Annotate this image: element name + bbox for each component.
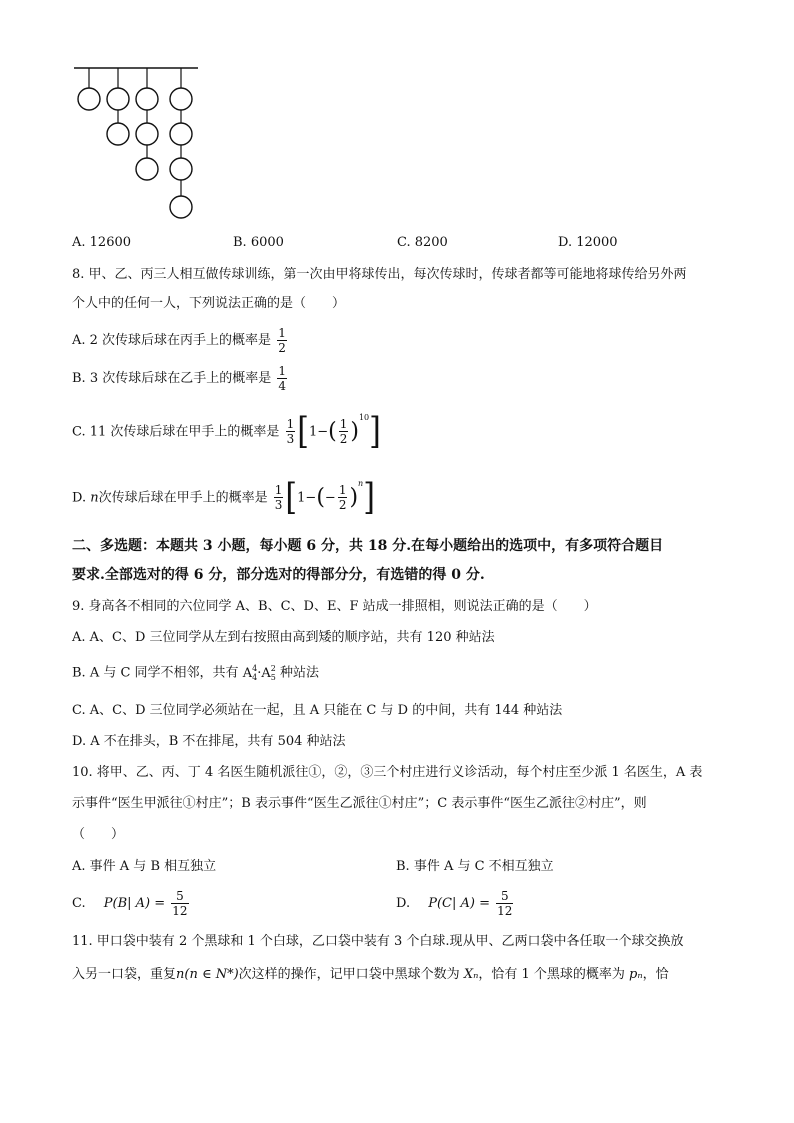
denominator: 2 xyxy=(338,498,347,513)
q8-option-d-prefix: D. xyxy=(72,490,87,506)
variable-n: n xyxy=(90,490,99,506)
q10-option-a: A. 事件 A 与 B 相互独立 xyxy=(72,859,217,874)
probability-expression: P(C| A) = xyxy=(428,896,490,911)
section-heading-line2: 要求.全部选对的得 6 分，部分选对的得部分分，有选错的得 0 分. xyxy=(72,567,485,583)
q10-stem-line3: （ ） xyxy=(72,827,125,842)
numerator: 1 xyxy=(338,483,347,498)
permutation xyxy=(261,666,275,681)
fraction xyxy=(277,326,287,355)
q10-stem-line1: 10. 将甲、乙、丙、丁 4 名医生随机派往①，②，③三个村庄进行义诊活动，每个村庄至少派 1 名医生，A 表 xyxy=(72,765,703,780)
q10-option-b: B. 事件 A 与 C 不相互独立 xyxy=(396,859,554,874)
q8-stem-line1: 8. 甲、乙、丙三人相互做传球训练，第一次由甲将球传出，每次传球时，传球者都等可能地将球传给另外两 xyxy=(72,267,687,282)
denominator: 2 xyxy=(278,341,286,355)
denominator: 3 xyxy=(274,498,283,513)
q7-options xyxy=(72,234,732,252)
numerator: 1 xyxy=(339,417,348,432)
negative-sign: − xyxy=(324,490,336,506)
q10-options-row2 xyxy=(72,886,732,922)
right-paren: ) xyxy=(350,418,359,444)
q8-option-b xyxy=(72,364,289,394)
q8-option-a-text: A. 2 次传球后球在丙手上的概率是 xyxy=(72,333,272,348)
numerator: 1 xyxy=(286,417,295,432)
ball xyxy=(107,88,129,110)
numerator: 5 xyxy=(496,889,513,904)
fraction xyxy=(171,889,188,918)
dot: · xyxy=(257,665,262,681)
perm-symbol: A xyxy=(242,665,253,681)
q8-option-b-text: B. 3 次传球后球在乙手上的概率是 xyxy=(72,371,272,386)
q9-option-b xyxy=(72,664,319,683)
q8-option-d xyxy=(72,474,375,518)
fraction xyxy=(286,417,296,446)
hanging-balls-figure xyxy=(70,60,210,225)
numerator: 5 xyxy=(171,889,188,904)
q8-option-a xyxy=(72,326,289,356)
fraction xyxy=(274,483,284,512)
one: 1 xyxy=(297,490,306,506)
denominator: 12 xyxy=(497,904,513,918)
q10-options-row1 xyxy=(72,858,732,876)
left-paren: ( xyxy=(316,484,325,510)
q9-option-b-prefix: B. A 与 C 同学不相邻，共有 xyxy=(72,665,239,681)
numerator: 1 xyxy=(278,364,287,378)
q10-option-c xyxy=(72,889,191,918)
q11-stem-line1: 11. 甲口袋中装有 2 个黑球和 1 个白球，乙口袋中装有 3 个白球.现从甲、乙两口袋中各任取一个球交换放 xyxy=(72,934,684,949)
ball xyxy=(107,123,129,145)
right-paren: ) xyxy=(349,484,359,510)
q8-option-c xyxy=(72,408,381,452)
perm-sup: 4 xyxy=(252,664,258,673)
q10-stem-line2: 示事件“医生甲派往①村庄”；B 表示事件“医生乙派往①村庄”；C 表示事件“医生乙派往②村庄”，则 xyxy=(72,796,647,811)
q9-option-b-suffix: 种站法 xyxy=(279,665,319,681)
right-bracket: ] xyxy=(363,476,375,519)
section-heading-line1: 二、多选题：本题共 3 小题，每小题 6 分，共 18 分.在每小题给出的选项中，有多项符合题目 xyxy=(72,538,664,554)
probability-var: pₙ xyxy=(629,967,643,982)
repeat-count: n(n ∈ N*) xyxy=(176,967,239,982)
ball xyxy=(136,88,158,110)
numerator: 1 xyxy=(274,483,283,498)
fraction xyxy=(496,889,513,918)
perm-symbol: A xyxy=(261,665,271,681)
ball xyxy=(170,123,192,145)
q7-option-d: D. 12000 xyxy=(558,235,618,250)
minus: − xyxy=(305,490,317,506)
left-bracket: [ xyxy=(297,410,309,453)
fraction xyxy=(277,364,287,393)
q9-option-a: A. A、C、D 三位同学从左到右按照由高到矮的顺序站，共有 120 种站法 xyxy=(72,630,495,645)
permutation xyxy=(243,666,257,681)
perm-sub: 5 xyxy=(270,673,276,682)
perm-sub: 4 xyxy=(252,673,258,682)
ball xyxy=(170,196,192,218)
q7-option-a: A. 12600 xyxy=(72,235,132,250)
q9-option-d: D. A 不在排头，B 不在排尾，共有 504 种站法 xyxy=(72,734,346,749)
denominator: 3 xyxy=(286,432,295,447)
random-variable: Xₙ xyxy=(463,967,479,982)
denominator: 12 xyxy=(172,904,188,918)
ball xyxy=(136,158,158,180)
q7-option-b: B. 6000 xyxy=(233,235,284,250)
q8-option-c-text: C. 11 次传球后球在甲手上的概率是 xyxy=(72,424,280,440)
q11-text-c: ，恰有 1 个黑球的概率为 xyxy=(478,967,625,982)
right-bracket: ] xyxy=(369,410,381,453)
ball xyxy=(170,158,192,180)
q10-option-d xyxy=(396,886,515,922)
numerator: 1 xyxy=(278,326,286,340)
q9-option-c: C. A、C、D 三位同学必须站在一起，且 A 只能在 C 与 D 的中间，共有 144 种站法 xyxy=(72,703,563,718)
q11-text-b: 次这样的操作，记甲口袋中黑球个数为 xyxy=(238,967,460,982)
q9-stem: 9. 身高各不相同的六位同学 A、B、C、D、E、F 站成一排照相，则说法正确的是（ ） xyxy=(72,599,597,614)
fraction xyxy=(339,417,349,446)
left-bracket: [ xyxy=(285,476,298,519)
denominator: 2 xyxy=(339,432,348,447)
q10-option-c-prefix: C. xyxy=(72,896,86,911)
probability-expression: P(B| A) = xyxy=(103,896,166,911)
q11-text-a: 入另一口袋，重复 xyxy=(72,967,177,982)
fraction xyxy=(338,483,348,512)
ball xyxy=(170,88,192,110)
ball xyxy=(136,123,158,145)
q7-option-c: C. 8200 xyxy=(397,235,448,250)
exponent: n xyxy=(358,479,364,488)
perm-sup: 2 xyxy=(270,664,276,673)
q11-text-d: ，恰 xyxy=(642,967,669,982)
exponent: 10 xyxy=(358,413,370,422)
q10-option-d-prefix: D. xyxy=(396,896,411,911)
q8-option-d-text: 次传球后球在甲手上的概率是 xyxy=(98,490,268,506)
left-paren: ( xyxy=(328,418,337,444)
q8-stem-line2: 个人中的任何一人，下列说法正确的是（ ） xyxy=(72,296,346,311)
ball xyxy=(78,88,100,110)
denominator: 4 xyxy=(278,379,287,393)
one: 1 xyxy=(308,424,318,440)
minus: − xyxy=(317,424,329,440)
q11-stem-line2 xyxy=(72,966,669,984)
